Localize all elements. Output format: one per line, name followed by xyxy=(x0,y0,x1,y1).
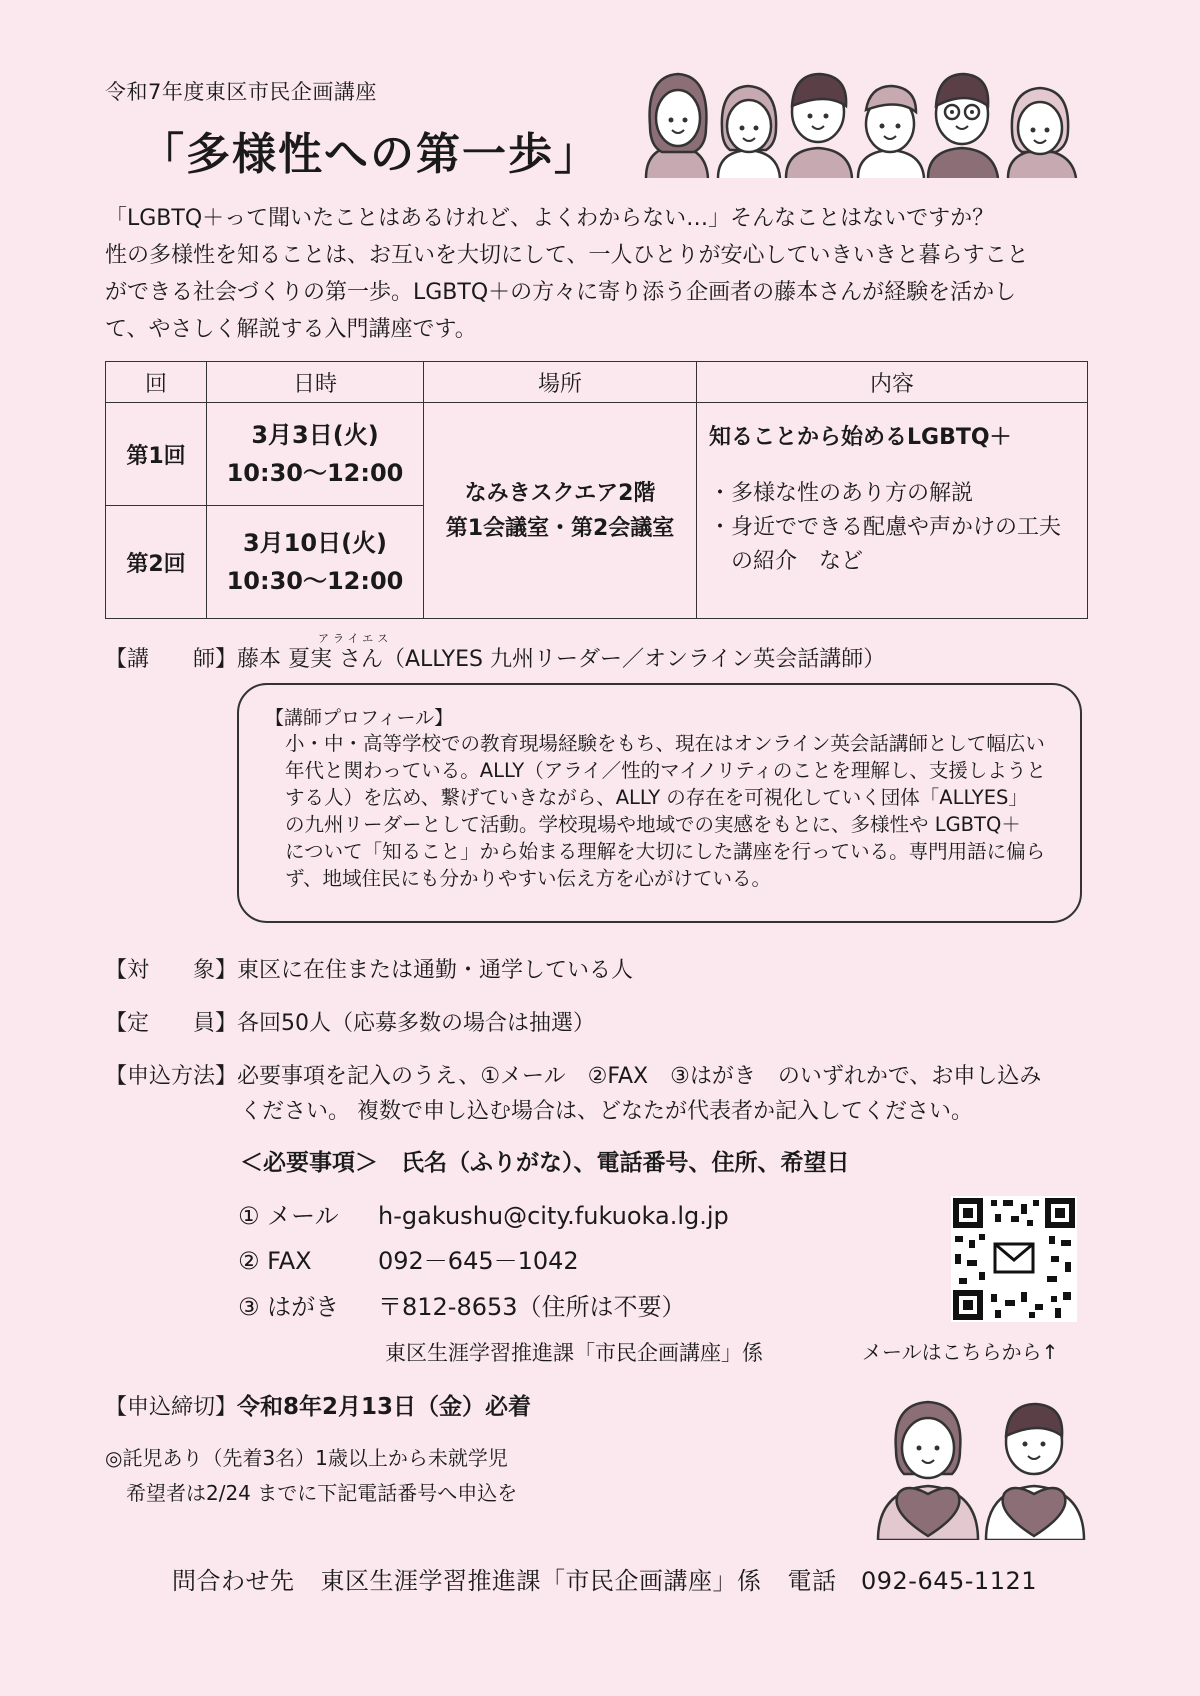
method-fax xyxy=(238,1241,579,1276)
method-key: ③ はがき xyxy=(238,1293,340,1321)
contact-footer xyxy=(172,1561,1063,1596)
apply-row xyxy=(105,1059,1041,1090)
required-items: ＜必要事項＞ 氏名（ふりがな）、電話番号、住所、希望日 xyxy=(240,1150,850,1176)
intro-line: 「LGBTQ＋って聞いたことはあるけれど、よくわからない…」そんなことはないですか？ xyxy=(105,206,995,231)
footer-phone[interactable]: 電話 092-645-1121 xyxy=(787,1567,1038,1595)
header-content: 内容 xyxy=(697,362,1088,403)
target-label: 【対 象】 xyxy=(105,958,238,983)
footer-label: 問合わせ先 xyxy=(172,1567,295,1595)
lecturer-name: 藤本 夏実 さん（ALLYES 九州リーダー／オンライン英会話講師） xyxy=(237,647,886,672)
session-number: 第1回 xyxy=(106,403,207,506)
schedule-table xyxy=(105,361,1088,619)
email-address[interactable]: h-gakushu@city.fukuoka.lg.jp xyxy=(378,1202,729,1230)
profile-line: 小・中・高等学校での教育現場経験をもち、現在はオンライン英会話講師として幅広い xyxy=(285,732,1045,755)
session-date: 3月3日(火) xyxy=(251,421,379,449)
capacity-label: 【定 員】 xyxy=(105,1011,238,1036)
profile-line: する人）を広め、繋げていきながら、ALLY の存在を可視化していく団体「ALLYES」 xyxy=(285,786,1028,809)
children-with-hearts-illustration xyxy=(872,1390,1092,1540)
intro-text xyxy=(105,200,1105,348)
header-place: 場所 xyxy=(424,362,697,403)
method-key: ② FAX xyxy=(238,1247,312,1275)
deadline-row xyxy=(105,1388,531,1421)
profile-line: の九州リーダーとして活動。学校現場や地域での実感をもとに、多様性や LGBTQ＋ xyxy=(285,813,1021,836)
table-row xyxy=(106,403,1088,506)
venue-cell xyxy=(424,403,697,619)
event-title: 「多様性への第一歩」 xyxy=(140,129,600,180)
venue-line: 第1会議室・第2会議室 xyxy=(445,515,675,541)
venue-line: なみきスクエア2階 xyxy=(464,480,656,506)
method-postcard xyxy=(238,1287,686,1322)
people-group-illustration xyxy=(636,66,1088,178)
event-subtitle: 令和7年度東区市民企画講座 xyxy=(105,80,377,104)
apply-label: 【申込方法】 xyxy=(105,1064,238,1089)
postal-code: 〒812-8653（住所は不要） xyxy=(378,1293,686,1321)
schedule-header-row xyxy=(106,362,1088,403)
application-department: 東区生涯学習推進課「市民企画講座」係 xyxy=(385,1341,763,1365)
deadline-label: 【申込締切】 xyxy=(105,1395,238,1420)
profile-line: 年代と関わっている。ALLY（アライ／性的マイノリティのことを理解し、支援しようと xyxy=(285,759,1046,782)
session-number: 第2回 xyxy=(106,506,207,619)
content-item: ・身近でできる配慮や声かけの工夫 xyxy=(709,515,1062,540)
profile-line: について「知ること」から始まる理解を大切にした講座を行っている。専門用語に偏ら xyxy=(285,840,1046,863)
header-kai: 回 xyxy=(106,362,207,403)
intro-line: ができる社会づくりの第一歩。LGBTQ＋の方々に寄り添う企画者の藤本さんが経験を活かし xyxy=(105,280,1017,305)
method-email xyxy=(238,1196,729,1231)
session-time: 10:30〜12:00 xyxy=(226,459,404,487)
intro-line: 性の多様性を知ることは、お互いを大切にして、一人ひとりが安心していきいきと暮らすこと xyxy=(105,243,1029,268)
qr-caption: メールはこちらから↑ xyxy=(862,1340,1059,1364)
capacity-text: 各回50人（応募多数の場合は抽選） xyxy=(237,1011,596,1036)
qr-code-icon[interactable] xyxy=(951,1196,1077,1322)
content-cell xyxy=(697,403,1088,619)
deadline-date: 令和8年2月13日（金）必着 xyxy=(237,1394,532,1420)
content-item: の紹介 など xyxy=(709,549,864,574)
apply-text: 必要事項を記入のうえ、①メール ②FAX ③はがき のいずれかで、お申し込み xyxy=(237,1064,1042,1089)
apply-text-cont: ください。 複数で申し込む場合は、どなたが代表者か記入してください。 xyxy=(240,1099,973,1124)
capacity-row xyxy=(105,1006,595,1037)
target-text: 東区に在住または通勤・通学している人 xyxy=(237,958,634,983)
childcare-note-detail: 希望者は2/24 までに下記電話番号へ申込を xyxy=(126,1481,518,1505)
profile-title: 【講師プロフィール】 xyxy=(265,707,454,729)
session-datetime xyxy=(207,506,424,619)
session-datetime xyxy=(207,403,424,506)
lecturer-line xyxy=(105,642,885,673)
session-date: 3月10日(火) xyxy=(242,529,388,557)
profile-line: ず、地域住民にも分かりやすい伝え方を心がけている。 xyxy=(285,867,771,890)
session-time: 10:30〜12:00 xyxy=(226,567,404,595)
target-row xyxy=(105,953,633,984)
lecturer-profile-box xyxy=(237,683,1082,923)
intro-line: て、やさしく解説する入門講座です。 xyxy=(105,317,477,342)
method-key: ① メール xyxy=(238,1202,339,1230)
footer-department: 東区生涯学習推進課「市民企画講座」係 xyxy=(320,1567,762,1595)
profile-body xyxy=(265,730,1060,892)
childcare-note: ◎託児あり（先着3名）1歳以上から未就学児 xyxy=(105,1446,508,1470)
content-title: 知ることから始めるLGBTQ＋ xyxy=(709,425,1012,450)
allyes-ruby: アライエス xyxy=(318,632,393,645)
fax-number: 092－645－1042 xyxy=(378,1247,579,1275)
header-datetime: 日時 xyxy=(207,362,424,403)
lecturer-label: 【講 師】 xyxy=(105,647,238,672)
content-item: ・多様な性のあり方の解説 xyxy=(709,481,974,506)
